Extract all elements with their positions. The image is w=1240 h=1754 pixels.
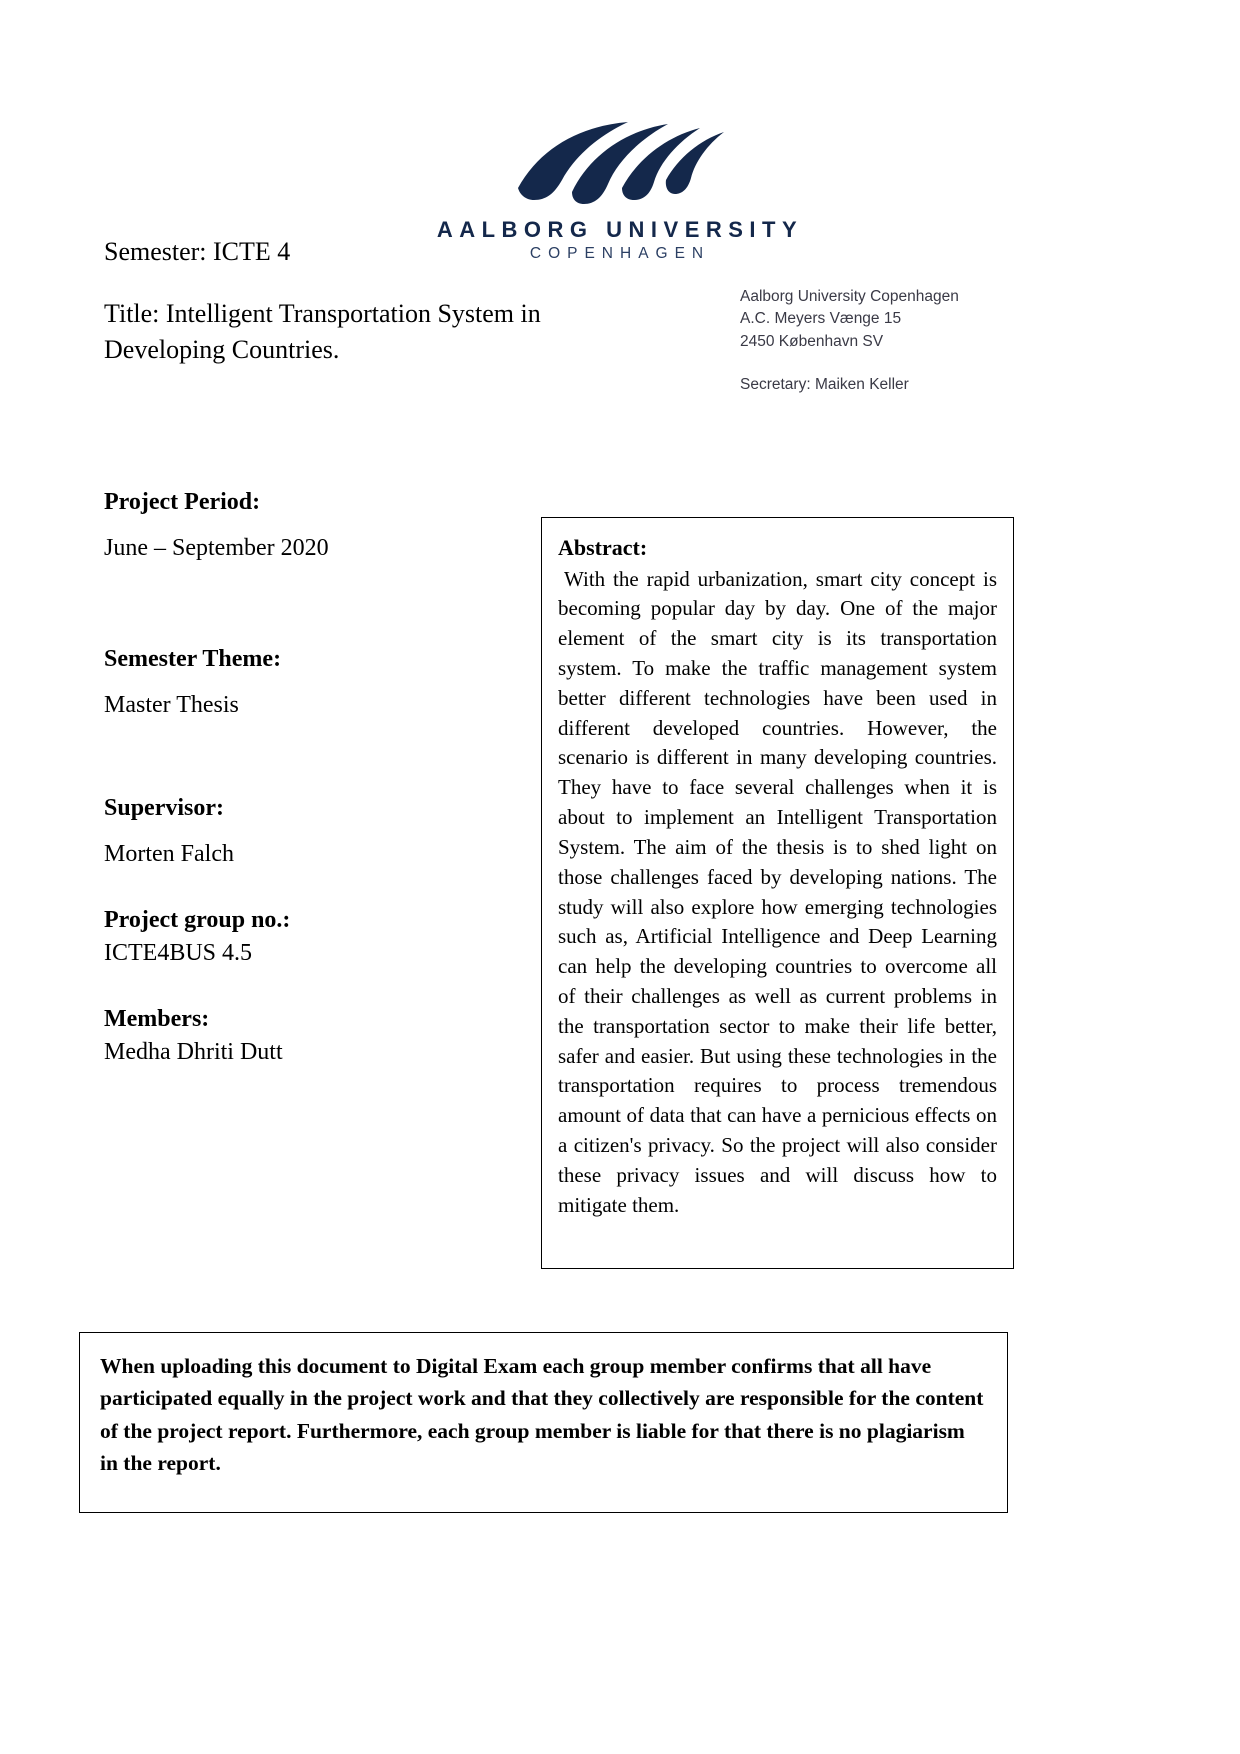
abstract-box [541,517,1014,1269]
supervisor-value: Morten Falch [104,840,234,867]
declaration-box [79,1332,1008,1513]
address-line-3: 2450 København SV [740,332,884,350]
address-line-1: Aalborg University Copenhagen [740,288,959,305]
project-period-value: June – September 2020 [104,535,329,562]
semester-theme-label: Semester Theme: [104,645,282,672]
abstract-body: With the rapid urbanization, smart city concept is becoming popular day by day. One of the major element of the smart city is its transportation system. To make the traffic management system better different technologies have been used in different developed countries. However, the scenario is different in many developing countries. They have to face several challenges when it is about to implement an Intelligent Transportation System. The aim of the thesis is to shed light on those challenges faced by developing nations. The study will also explore how emerging technologies such as, Artificial Intelligence and Deep Learning can help the developing countries to overcome all of their challenges as well as current problems in the transportation sector to make their life better, safer and easier. But using these technologies in the transportation requires to process tremendous amount of data that can have a pernicious effects on a citizen's privacy. So the project will also consider these privacy issues and will discuss how to mitigate them. [558,566,997,1217]
project-metadata [104,486,504,1068]
secretary-line: Secretary: Maiken Keller [740,376,909,393]
aalborg-swoosh-icon [510,118,730,210]
project-period-label: Project Period: [104,489,261,515]
page-title: Title: Intelligent Transportation System in Developing Countries. [104,299,541,364]
project-group-group [104,904,504,969]
supervisor-group [104,792,504,871]
project-group-label: Project group no.: [104,907,291,934]
project-group-value: ICTE4BUS 4.5 [104,939,253,966]
logo-wordmark: AALBORG UNIVERSITY [436,217,804,242]
university-address [740,286,959,353]
members-value: Medha Dhriti Dutt [104,1038,283,1065]
project-period-group [104,486,504,565]
members-group [104,1003,504,1068]
logo-campus-name: COPENHAGEN [529,245,711,263]
abstract-heading: Abstract: [558,535,648,560]
semester-line: Semester: ICTE 4 [104,237,291,266]
address-line-2: A.C. Meyers Vænge 15 [740,310,902,328]
supervisor-label: Supervisor: [104,794,224,821]
declaration-text: When uploading this document to Digital Exam each group member confirms that all have participated equally in the project work and that they collectively are responsible for the content of the project report. Furthermore, each group member is liable for that there is no plagiarism in the report. [100,1354,984,1475]
members-label: Members: [104,1006,210,1033]
semester-theme-group [104,643,504,722]
semester-theme-value: Master Thesis [104,692,239,719]
